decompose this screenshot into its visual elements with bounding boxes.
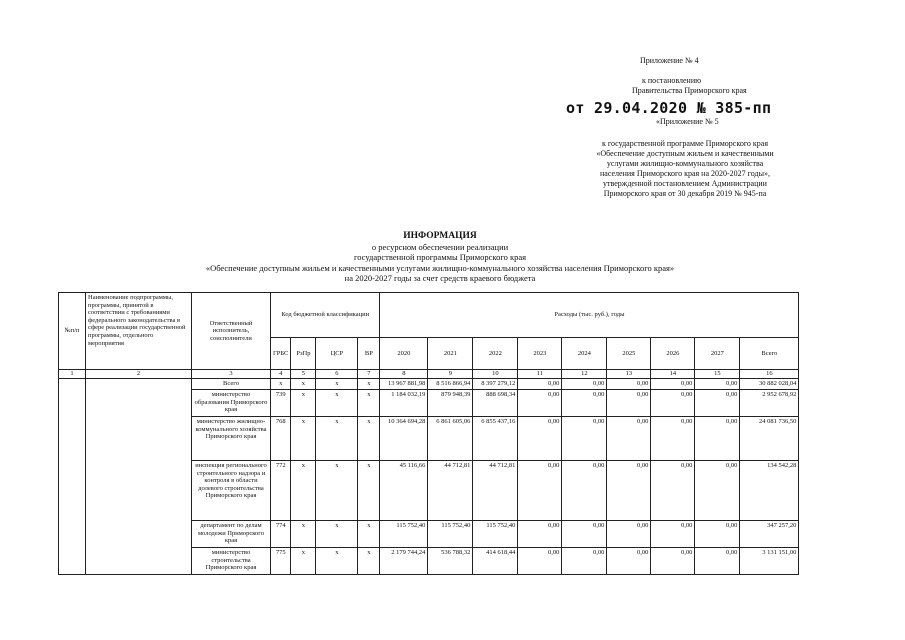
value-cell: 879 948,39: [428, 390, 473, 417]
program-line: к государственной программе Приморского края: [601, 139, 769, 148]
value-cell: 0,00: [651, 521, 695, 548]
vr-cell: x: [358, 417, 380, 461]
rzpr-cell: x: [291, 390, 316, 417]
value-cell: 6 861 605,06: [428, 417, 473, 461]
col-number: 4: [271, 370, 291, 379]
col-number: 8: [380, 370, 428, 379]
program-line: утвержденной постановлением Администрации: [603, 179, 767, 188]
value-cell: 0,00: [607, 417, 651, 461]
value-cell: 0,00: [607, 379, 651, 390]
title-line: «Обеспечение доступным жильем и качественными услугами жилищно-коммунального хозяйства населения Приморского края»: [205, 262, 675, 273]
header-year: 2021: [428, 338, 473, 370]
col-number: 9: [428, 370, 473, 379]
value-cell: 0,00: [651, 390, 695, 417]
value-cell: 0,00: [695, 521, 740, 548]
value-cell: 115 752,40: [473, 521, 518, 548]
col-number: 13: [607, 370, 651, 379]
value-cell: 0,00: [518, 417, 562, 461]
vr-cell: x: [358, 461, 380, 521]
value-cell: 0,00: [651, 461, 695, 521]
executor-cell: Всего: [192, 379, 271, 390]
appendix-5-label: «Приложение № 5: [656, 117, 719, 126]
header-budget-code: Код бюджетной классификации: [271, 293, 380, 338]
header-year: 2023: [518, 338, 562, 370]
value-cell: 0,00: [518, 548, 562, 575]
program-line: Приморского края от 30 декабря 2019 № 945-па: [603, 189, 767, 198]
header-year: 2025: [607, 338, 651, 370]
value-cell: 0,00: [607, 390, 651, 417]
value-cell: 10 364 694,28: [380, 417, 428, 461]
csr-cell: x: [316, 417, 358, 461]
value-cell: 6 855 437,16: [473, 417, 518, 461]
value-cell: 0,00: [695, 548, 740, 575]
col-number: 10: [473, 370, 518, 379]
col-number: 3: [192, 370, 271, 379]
csr-cell: x: [316, 521, 358, 548]
column-number-row: [59, 370, 799, 379]
header-rzpr: РзПр: [291, 338, 316, 370]
csr-cell: x: [316, 390, 358, 417]
total-cell: 347 257,20: [740, 521, 799, 548]
rzpr-cell: x: [291, 548, 316, 575]
header-grbs: ГРБС: [271, 338, 291, 370]
executor-cell: министерство образования Приморского края: [192, 390, 271, 417]
header-executor: Ответственный исполнитель, соисполнители: [192, 293, 271, 370]
header-year: 2027: [695, 338, 740, 370]
table-row: [59, 379, 799, 390]
program-line: «Обеспечение доступным жильем и качественными: [596, 149, 774, 158]
grbs-cell: 774: [271, 521, 291, 548]
to-resolution-label: к постановлению: [642, 76, 702, 85]
csr-cell: x: [316, 379, 358, 390]
row-num-cell: [59, 379, 86, 575]
csr-cell: x: [316, 548, 358, 575]
value-cell: 414 618,44: [473, 548, 518, 575]
title-line: на 2020-2027 годы за счет средств краевого бюджета: [344, 273, 536, 283]
value-cell: 888 698,34: [473, 390, 518, 417]
header-total: Всего: [740, 338, 799, 370]
header-vr: ВР: [358, 338, 380, 370]
vr-cell: x: [358, 379, 380, 390]
header-year: 2024: [562, 338, 607, 370]
appendix-4-label: Приложение № 4: [640, 56, 699, 65]
value-cell: 13 967 881,98: [380, 379, 428, 390]
title-line: государственной программы Приморского края: [353, 252, 527, 262]
value-cell: 8 397 279,12: [473, 379, 518, 390]
value-cell: 0,00: [562, 390, 607, 417]
resolution-date-stamp: от 29.04.2020 № 385-пп: [566, 99, 772, 117]
col-number: 16: [740, 370, 799, 379]
rzpr-cell: x: [291, 379, 316, 390]
title-line: о ресурсном обеспечении реализации: [371, 241, 509, 252]
vr-cell: x: [358, 548, 380, 575]
title-heading: ИНФОРМАЦИЯ: [403, 231, 477, 241]
program-line: населения Приморского края на 2020-2027 годы»,: [600, 169, 770, 178]
col-number: 15: [695, 370, 740, 379]
value-cell: 44 712,81: [428, 461, 473, 521]
value-cell: 0,00: [607, 461, 651, 521]
header-year: 2020: [380, 338, 428, 370]
col-number: 12: [562, 370, 607, 379]
value-cell: 0,00: [562, 461, 607, 521]
government-label: Правительства Приморского края: [632, 86, 747, 95]
executor-cell: инспекция регионального строительного надзора и контроля в области долевого строительства Приморского края: [192, 461, 271, 521]
value-cell: 0,00: [562, 417, 607, 461]
grbs-cell: 739: [271, 390, 291, 417]
program-line: услугами жилищно-коммунального хозяйства: [606, 159, 764, 168]
rzpr-cell: x: [291, 417, 316, 461]
value-cell: 0,00: [562, 379, 607, 390]
value-cell: 0,00: [651, 379, 695, 390]
header-expenses: Расходы (тыс. руб.), годы: [380, 293, 799, 338]
value-cell: 0,00: [518, 521, 562, 548]
resource-table: [58, 292, 799, 575]
value-cell: 0,00: [518, 379, 562, 390]
value-cell: 0,00: [518, 390, 562, 417]
value-cell: 1 184 032,19: [380, 390, 428, 417]
grbs-cell: 772: [271, 461, 291, 521]
document-title: [170, 231, 710, 284]
col-number: 5: [291, 370, 316, 379]
value-cell: 115 752,40: [380, 521, 428, 548]
col-number: 1: [59, 370, 86, 379]
value-cell: 0,00: [695, 379, 740, 390]
value-cell: 0,00: [695, 461, 740, 521]
total-cell: 30 882 028,04: [740, 379, 799, 390]
executor-cell: департамент по делам молодежи Приморского края: [192, 521, 271, 548]
total-cell: 3 131 151,00: [740, 548, 799, 575]
header-name: Наименование подпрограммы, программы, принятой в соответствии с требованиями федерального законодательства в сфере реализации государственной программы, отдельного мероприятия: [86, 293, 192, 370]
value-cell: 0,00: [695, 390, 740, 417]
col-number: 6: [316, 370, 358, 379]
header-year: 2026: [651, 338, 695, 370]
grbs-cell: 775: [271, 548, 291, 575]
value-cell: 536 788,32: [428, 548, 473, 575]
total-cell: 24 081 736,50: [740, 417, 799, 461]
value-cell: 0,00: [607, 548, 651, 575]
value-cell: 2 179 744,24: [380, 548, 428, 575]
col-number: 2: [86, 370, 192, 379]
header-year: 2022: [473, 338, 518, 370]
value-cell: 0,00: [651, 548, 695, 575]
value-cell: 0,00: [695, 417, 740, 461]
value-cell: 0,00: [562, 548, 607, 575]
executor-cell: министерство строительства Приморского края: [192, 548, 271, 575]
value-cell: 44 712,81: [473, 461, 518, 521]
vr-cell: x: [358, 521, 380, 548]
value-cell: 0,00: [607, 521, 651, 548]
grbs-cell: 768: [271, 417, 291, 461]
col-number: 7: [358, 370, 380, 379]
header-csr: ЦСР: [316, 338, 358, 370]
total-cell: 134 542,28: [740, 461, 799, 521]
col-number: 11: [518, 370, 562, 379]
value-cell: 0,00: [651, 417, 695, 461]
executor-cell: министерство жилищно-коммунального хозяйства Приморского края: [192, 417, 271, 461]
grbs-cell: x: [271, 379, 291, 390]
value-cell: 0,00: [518, 461, 562, 521]
rzpr-cell: x: [291, 521, 316, 548]
csr-cell: x: [316, 461, 358, 521]
col-number: 14: [651, 370, 695, 379]
program-reference: [560, 139, 810, 199]
value-cell: 115 752,40: [428, 521, 473, 548]
value-cell: 8 516 866,94: [428, 379, 473, 390]
value-cell: 45 116,66: [380, 461, 428, 521]
value-cell: 0,00: [562, 521, 607, 548]
rzpr-cell: x: [291, 461, 316, 521]
header-num: №п/п: [59, 293, 86, 370]
total-cell: 2 952 678,92: [740, 390, 799, 417]
row-name-cell: [86, 379, 192, 575]
vr-cell: x: [358, 390, 380, 417]
